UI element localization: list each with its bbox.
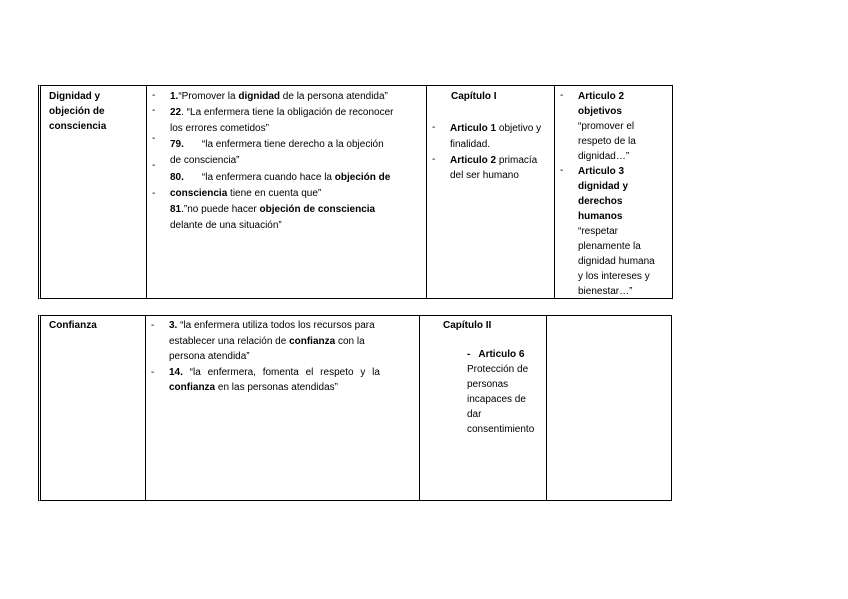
code-line: 1.“Promover la dignidad de la persona atendida” xyxy=(170,91,388,102)
article-line: Articulo 3 xyxy=(578,166,625,177)
article-line: objetivos xyxy=(578,106,622,117)
article-quote: “promover el xyxy=(578,121,635,132)
dash-bullet: - xyxy=(432,154,436,165)
dash-bullet: - xyxy=(152,105,156,116)
chapter-item-line: Protección de xyxy=(467,364,529,375)
code-line: 79. “la enfermera tiene derecho a la objeción xyxy=(170,139,384,150)
article-quote: dignidad humana xyxy=(578,256,655,267)
code-line: consciencia tiene en cuenta que” xyxy=(170,188,322,199)
column-divider xyxy=(546,316,547,500)
table-confianza xyxy=(38,315,672,501)
article-line: derechos xyxy=(578,196,623,207)
code-line: de consciencia” xyxy=(170,155,240,166)
chapter-item-line: consentimiento xyxy=(467,424,535,435)
dash-bullet: - xyxy=(151,320,155,331)
code-line: 22. “La enfermera tiene la obligación de reconocer xyxy=(170,107,394,118)
dash-bullet: - xyxy=(560,165,564,176)
chapter-item-line: personas xyxy=(467,379,509,390)
chapter-item: Articulo 2 primacía xyxy=(450,155,538,166)
article-line: humanos xyxy=(578,211,623,222)
dash-bullet: - xyxy=(560,90,564,101)
chapter-title: Capítulo II xyxy=(443,320,492,331)
chapter-item: Articulo 1 objetivo y xyxy=(450,123,542,134)
column-divider xyxy=(419,316,420,500)
column-divider xyxy=(554,86,555,298)
topic-line: Confianza xyxy=(49,320,97,331)
column-divider xyxy=(146,86,147,298)
dash-bullet: - xyxy=(151,367,155,378)
dash-bullet: - xyxy=(152,133,156,144)
code-line: 80. “la enfermera cuando hace la objeción de xyxy=(170,172,391,183)
article-quote: y los intereses y xyxy=(578,271,650,282)
chapter-item-cont: del ser humano xyxy=(450,170,519,181)
code-line: 3. “la enfermera utiliza todos los recursos para xyxy=(169,320,375,331)
code-line: los errores cometidos” xyxy=(170,123,269,134)
code-line: 81.”no puede hacer objeción de consciencia xyxy=(170,204,376,215)
article-line: dignidad y xyxy=(578,181,628,192)
code-line: establecer una relación de confianza con la xyxy=(169,336,365,347)
chapter-item-line: dar xyxy=(467,409,482,420)
article-line: Articulo 2 xyxy=(578,91,625,102)
article-quote: “respetar xyxy=(578,226,619,237)
chapter-item-line: incapaces de xyxy=(467,394,526,405)
table-dignidad xyxy=(38,85,673,299)
topic-line: objeción de xyxy=(49,106,105,117)
code-line: delante de una situación” xyxy=(170,220,282,231)
chapter-item-cont: finalidad. xyxy=(450,139,491,150)
column-divider xyxy=(426,86,427,298)
article-quote: respeto de la xyxy=(578,136,636,147)
article-quote: dignidad…” xyxy=(578,151,630,162)
column-divider xyxy=(145,316,146,500)
topic-line: consciencia xyxy=(49,121,107,132)
topic-line: Dignidad y xyxy=(49,91,101,102)
dash-bullet: - xyxy=(432,122,436,133)
article-quote: bienestar…” xyxy=(578,286,633,297)
dash-bullet: - xyxy=(152,160,156,171)
article-quote: plenamente la xyxy=(578,241,641,252)
code-line: persona atendida” xyxy=(169,351,250,362)
chapter-title: Capítulo I xyxy=(451,91,497,102)
chapter-item: - Articulo 6 xyxy=(467,349,525,360)
code-line: confianza en las personas atendidas” xyxy=(169,382,338,393)
dash-bullet: - xyxy=(152,90,156,101)
dash-bullet: - xyxy=(152,188,156,199)
code-line: 14. “la enfermera, fomenta el respeto y la xyxy=(169,367,380,378)
